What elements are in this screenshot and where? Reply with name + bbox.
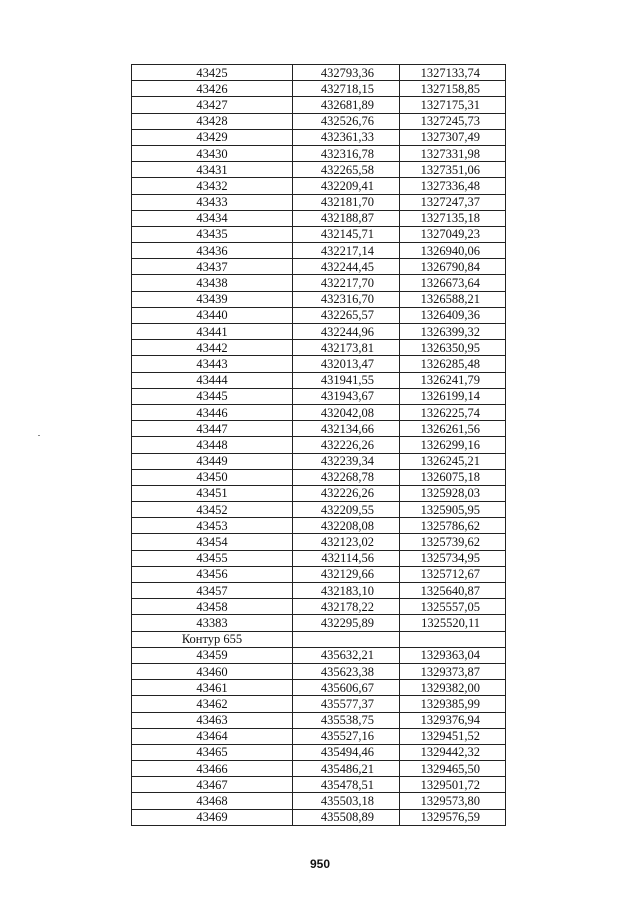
y-coordinate-cell: 1326299,16 — [400, 437, 506, 453]
table-row — [132, 453, 506, 469]
x-coordinate-cell: 432718,15 — [293, 81, 400, 97]
point-number-cell: 43455 — [132, 550, 293, 566]
coordinates-table-body — [132, 65, 506, 826]
coordinates-table — [131, 64, 506, 826]
point-number-cell: 43436 — [132, 243, 293, 259]
table-row — [132, 809, 506, 825]
point-number-cell: 43462 — [132, 696, 293, 712]
point-number-cell: 43448 — [132, 437, 293, 453]
point-number-cell: 43439 — [132, 291, 293, 307]
y-coordinate-cell: 1325786,62 — [400, 518, 506, 534]
x-coordinate-cell: 432129,66 — [293, 566, 400, 582]
y-coordinate-cell: 1327245,73 — [400, 113, 506, 129]
empty-cell — [293, 631, 400, 647]
y-coordinate-cell: 1325640,87 — [400, 583, 506, 599]
x-coordinate-cell: 435478,51 — [293, 777, 400, 793]
x-coordinate-cell: 435486,21 — [293, 761, 400, 777]
x-coordinate-cell: 432145,71 — [293, 226, 400, 242]
point-number-cell: 43434 — [132, 210, 293, 226]
point-number-cell: 43467 — [132, 777, 293, 793]
y-coordinate-cell: 1327133,74 — [400, 65, 506, 81]
x-coordinate-cell: 432226,26 — [293, 485, 400, 501]
x-coordinate-cell: 432244,45 — [293, 259, 400, 275]
table-row — [132, 65, 506, 81]
point-number-cell: 43444 — [132, 372, 293, 388]
table-row — [132, 162, 506, 178]
x-coordinate-cell: 435632,21 — [293, 647, 400, 663]
table-row — [132, 275, 506, 291]
x-coordinate-cell: 432265,58 — [293, 162, 400, 178]
point-number-cell: 43432 — [132, 178, 293, 194]
table-row — [132, 388, 506, 404]
x-coordinate-cell: 431943,67 — [293, 388, 400, 404]
table-row — [132, 226, 506, 242]
table-row — [132, 145, 506, 161]
point-number-cell: 43441 — [132, 324, 293, 340]
y-coordinate-cell: 1326261,56 — [400, 421, 506, 437]
table-row — [132, 243, 506, 259]
point-number-cell: 43425 — [132, 65, 293, 81]
table-row — [132, 437, 506, 453]
y-coordinate-cell: 1326588,21 — [400, 291, 506, 307]
table-row — [132, 761, 506, 777]
x-coordinate-cell: 432209,55 — [293, 502, 400, 518]
x-coordinate-cell: 432209,41 — [293, 178, 400, 194]
x-coordinate-cell: 432208,08 — [293, 518, 400, 534]
y-coordinate-cell: 1325520,11 — [400, 615, 506, 631]
y-coordinate-cell: 1325734,95 — [400, 550, 506, 566]
y-coordinate-cell: 1327351,06 — [400, 162, 506, 178]
point-number-cell: 43469 — [132, 809, 293, 825]
point-number-cell: 43383 — [132, 615, 293, 631]
point-number-cell: 43447 — [132, 421, 293, 437]
x-coordinate-cell: 432244,96 — [293, 324, 400, 340]
table-row — [132, 178, 506, 194]
x-coordinate-cell: 431941,55 — [293, 372, 400, 388]
x-coordinate-cell: 432183,10 — [293, 583, 400, 599]
x-coordinate-cell: 432134,66 — [293, 421, 400, 437]
y-coordinate-cell: 1325712,67 — [400, 566, 506, 582]
x-coordinate-cell: 435623,38 — [293, 663, 400, 679]
y-coordinate-cell: 1326075,18 — [400, 469, 506, 485]
x-coordinate-cell: 432316,78 — [293, 145, 400, 161]
point-number-cell: 43468 — [132, 793, 293, 809]
point-number-cell: 43427 — [132, 97, 293, 113]
table-row — [132, 647, 506, 663]
scan-speck — [38, 435, 40, 436]
y-coordinate-cell: 1326409,36 — [400, 307, 506, 323]
table-row — [132, 291, 506, 307]
table-row — [132, 259, 506, 275]
table-row — [132, 566, 506, 582]
x-coordinate-cell: 432042,08 — [293, 404, 400, 420]
table-row — [132, 129, 506, 145]
x-coordinate-cell: 432013,47 — [293, 356, 400, 372]
x-coordinate-cell: 432526,76 — [293, 113, 400, 129]
point-number-cell: 43431 — [132, 162, 293, 178]
point-number-cell: 43451 — [132, 485, 293, 501]
y-coordinate-cell: 1326673,64 — [400, 275, 506, 291]
y-coordinate-cell: 1326285,48 — [400, 356, 506, 372]
x-coordinate-cell: 432265,57 — [293, 307, 400, 323]
point-number-cell: 43430 — [132, 145, 293, 161]
table-row — [132, 210, 506, 226]
x-coordinate-cell: 435527,16 — [293, 728, 400, 744]
table-row — [132, 663, 506, 679]
x-coordinate-cell: 432268,78 — [293, 469, 400, 485]
point-number-cell: 43453 — [132, 518, 293, 534]
point-number-cell: 43449 — [132, 453, 293, 469]
y-coordinate-cell: 1326790,84 — [400, 259, 506, 275]
point-number-cell: 43433 — [132, 194, 293, 210]
x-coordinate-cell: 432361,33 — [293, 129, 400, 145]
table-row — [132, 712, 506, 728]
table-row — [132, 518, 506, 534]
y-coordinate-cell: 1329501,72 — [400, 777, 506, 793]
x-coordinate-cell: 432681,89 — [293, 97, 400, 113]
table-row — [132, 113, 506, 129]
table-row — [132, 615, 506, 631]
y-coordinate-cell: 1329382,00 — [400, 680, 506, 696]
table-row — [132, 356, 506, 372]
y-coordinate-cell: 1329385,99 — [400, 696, 506, 712]
x-coordinate-cell: 432316,70 — [293, 291, 400, 307]
table-row — [132, 307, 506, 323]
y-coordinate-cell: 1327158,85 — [400, 81, 506, 97]
table-row — [132, 194, 506, 210]
table-row — [132, 81, 506, 97]
table-row — [132, 550, 506, 566]
y-coordinate-cell: 1329573,80 — [400, 793, 506, 809]
point-number-cell: 43446 — [132, 404, 293, 420]
point-number-cell: 43461 — [132, 680, 293, 696]
point-number-cell: 43456 — [132, 566, 293, 582]
x-coordinate-cell: 432217,70 — [293, 275, 400, 291]
x-coordinate-cell: 435577,37 — [293, 696, 400, 712]
y-coordinate-cell: 1329363,04 — [400, 647, 506, 663]
x-coordinate-cell: 432181,70 — [293, 194, 400, 210]
y-coordinate-cell: 1327336,48 — [400, 178, 506, 194]
y-coordinate-cell: 1327135,18 — [400, 210, 506, 226]
y-coordinate-cell: 1329576,59 — [400, 809, 506, 825]
x-coordinate-cell: 432114,56 — [293, 550, 400, 566]
table-row — [132, 680, 506, 696]
point-number-cell: 43450 — [132, 469, 293, 485]
y-coordinate-cell: 1327175,31 — [400, 97, 506, 113]
x-coordinate-cell: 432239,34 — [293, 453, 400, 469]
table-row — [132, 421, 506, 437]
table-row — [132, 485, 506, 501]
table-row — [132, 728, 506, 744]
x-coordinate-cell: 435503,18 — [293, 793, 400, 809]
y-coordinate-cell: 1325928,03 — [400, 485, 506, 501]
y-coordinate-cell: 1329442,32 — [400, 744, 506, 760]
y-coordinate-cell: 1329373,87 — [400, 663, 506, 679]
point-number-cell: 43443 — [132, 356, 293, 372]
x-coordinate-cell: 432217,14 — [293, 243, 400, 259]
point-number-cell: 43435 — [132, 226, 293, 242]
point-number-cell: 43452 — [132, 502, 293, 518]
y-coordinate-cell: 1327247,37 — [400, 194, 506, 210]
y-coordinate-cell: 1325739,62 — [400, 534, 506, 550]
point-number-cell: 43457 — [132, 583, 293, 599]
x-coordinate-cell: 432188,87 — [293, 210, 400, 226]
x-coordinate-cell: 432295,89 — [293, 615, 400, 631]
table-row — [132, 404, 506, 420]
table-row — [132, 696, 506, 712]
table-row — [132, 583, 506, 599]
y-coordinate-cell: 1329451,52 — [400, 728, 506, 744]
table-row — [132, 744, 506, 760]
point-number-cell: 43454 — [132, 534, 293, 550]
x-coordinate-cell: 432173,81 — [293, 340, 400, 356]
table-row — [132, 599, 506, 615]
section-label: Контур 655 — [132, 631, 293, 647]
y-coordinate-cell: 1326245,21 — [400, 453, 506, 469]
x-coordinate-cell: 432226,26 — [293, 437, 400, 453]
y-coordinate-cell: 1326399,32 — [400, 324, 506, 340]
x-coordinate-cell: 432123,02 — [293, 534, 400, 550]
page-number: 950 — [309, 857, 331, 871]
point-number-cell: 43465 — [132, 744, 293, 760]
x-coordinate-cell: 435538,75 — [293, 712, 400, 728]
x-coordinate-cell: 432178,22 — [293, 599, 400, 615]
table-row — [132, 502, 506, 518]
point-number-cell: 43458 — [132, 599, 293, 615]
table-row — [132, 372, 506, 388]
section-row — [132, 631, 506, 647]
y-coordinate-cell: 1327049,23 — [400, 226, 506, 242]
point-number-cell: 43426 — [132, 81, 293, 97]
table-row — [132, 97, 506, 113]
y-coordinate-cell: 1326199,14 — [400, 388, 506, 404]
table-row — [132, 469, 506, 485]
y-coordinate-cell: 1326350,95 — [400, 340, 506, 356]
y-coordinate-cell: 1326225,74 — [400, 404, 506, 420]
y-coordinate-cell: 1326940,06 — [400, 243, 506, 259]
y-coordinate-cell: 1325905,95 — [400, 502, 506, 518]
x-coordinate-cell: 435606,67 — [293, 680, 400, 696]
point-number-cell: 43459 — [132, 647, 293, 663]
point-number-cell: 43428 — [132, 113, 293, 129]
point-number-cell: 43466 — [132, 761, 293, 777]
point-number-cell: 43460 — [132, 663, 293, 679]
x-coordinate-cell: 432793,36 — [293, 65, 400, 81]
y-coordinate-cell: 1329465,50 — [400, 761, 506, 777]
table-row — [132, 324, 506, 340]
y-coordinate-cell: 1326241,79 — [400, 372, 506, 388]
point-number-cell: 43445 — [132, 388, 293, 404]
y-coordinate-cell: 1329376,94 — [400, 712, 506, 728]
y-coordinate-cell: 1327331,98 — [400, 145, 506, 161]
point-number-cell: 43463 — [132, 712, 293, 728]
y-coordinate-cell: 1327307,49 — [400, 129, 506, 145]
x-coordinate-cell: 435508,89 — [293, 809, 400, 825]
point-number-cell: 43438 — [132, 275, 293, 291]
table-row — [132, 534, 506, 550]
table-row — [132, 793, 506, 809]
point-number-cell: 43429 — [132, 129, 293, 145]
y-coordinate-cell: 1325557,05 — [400, 599, 506, 615]
point-number-cell: 43442 — [132, 340, 293, 356]
x-coordinate-cell: 435494,46 — [293, 744, 400, 760]
table-row — [132, 340, 506, 356]
point-number-cell: 43437 — [132, 259, 293, 275]
empty-cell — [400, 631, 506, 647]
point-number-cell: 43464 — [132, 728, 293, 744]
point-number-cell: 43440 — [132, 307, 293, 323]
table-row — [132, 777, 506, 793]
